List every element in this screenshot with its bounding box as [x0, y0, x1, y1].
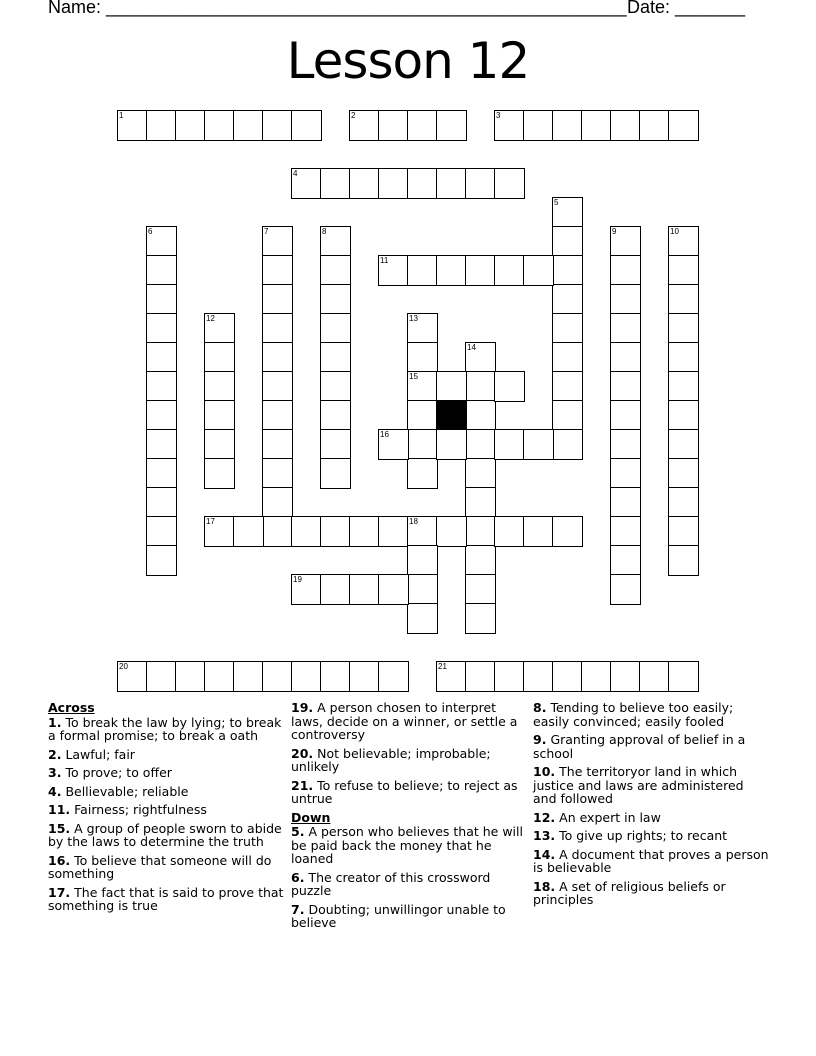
clue-number: 6	[148, 227, 153, 236]
grid-cell[interactable]	[291, 574, 322, 605]
clue-item-text: A document that proves a person is believable	[533, 846, 769, 875]
clue-item-text: To break the law by lying; to break a formal promise; to break a oath	[48, 714, 282, 743]
grid-cell[interactable]	[610, 371, 641, 402]
clue-item	[48, 766, 284, 780]
clue-item-number: 6.	[291, 869, 305, 885]
grid-cell[interactable]	[262, 110, 293, 141]
clue-item-number: 11.	[48, 802, 71, 817]
clue-item	[48, 748, 284, 762]
grid-cell[interactable]	[668, 458, 699, 489]
grid-cell[interactable]	[320, 342, 351, 373]
clue-number: 13	[409, 314, 418, 323]
clue-item	[291, 701, 527, 742]
grid-cell[interactable]	[204, 429, 235, 460]
clue-item-text: Bellievable; reliable	[65, 783, 189, 799]
grid-cell[interactable]	[320, 661, 351, 692]
grid-cell[interactable]	[349, 168, 380, 199]
grid-cell[interactable]	[465, 574, 496, 605]
clue-number: 14	[467, 343, 476, 352]
clue-item	[48, 854, 284, 881]
clue-item	[48, 886, 284, 913]
grid-cell[interactable]	[407, 429, 438, 460]
grid-cell[interactable]	[378, 429, 409, 460]
grid-cell[interactable]	[610, 661, 641, 692]
clue-number: 15	[409, 372, 418, 381]
grid-cell[interactable]	[146, 110, 177, 141]
clue-number: 9	[612, 227, 617, 236]
grid-cell[interactable]	[668, 429, 699, 460]
grid-cell[interactable]	[117, 661, 148, 692]
grid-cell[interactable]	[407, 603, 438, 634]
clues-column-2	[291, 701, 527, 935]
grid-cell[interactable]	[349, 110, 380, 141]
clue-item-text: To prove; to offer	[65, 765, 172, 780]
grid-cell[interactable]	[581, 110, 612, 141]
grid-cell[interactable]	[320, 574, 351, 605]
grid-cell[interactable]	[262, 313, 293, 344]
grid-cell[interactable]	[610, 110, 641, 141]
clue-item-text: The fact that is said to prove that something is true	[48, 884, 284, 913]
clue-number: 18	[409, 517, 418, 526]
grid-cell[interactable]	[668, 284, 699, 315]
grid-cell[interactable]	[407, 400, 438, 431]
grid-cell[interactable]	[378, 574, 409, 605]
clue-number: 20	[119, 662, 128, 671]
grid-cell[interactable]	[552, 284, 583, 315]
grid-cell[interactable]	[349, 516, 380, 547]
grid-cell[interactable]	[552, 400, 583, 431]
clue-item	[48, 785, 284, 799]
grid-cell[interactable]	[146, 516, 177, 547]
grid-cell[interactable]	[494, 516, 525, 547]
clue-number: 17	[206, 517, 215, 526]
date-field-label: Date: _______	[627, 0, 746, 17]
grid-cell[interactable]	[320, 226, 351, 257]
clue-item-text: To give up rights; to recant	[559, 828, 728, 843]
clues-column-1	[48, 701, 284, 918]
grid-cell[interactable]	[610, 313, 641, 344]
grid-cell[interactable]	[436, 516, 467, 547]
grid-cell[interactable]	[552, 516, 583, 547]
grid-cell[interactable]	[262, 400, 293, 431]
grid-cell[interactable]	[204, 661, 235, 692]
grid-cell[interactable]	[552, 429, 583, 460]
grid-cell[interactable]	[204, 313, 235, 344]
clue-item-number: 2.	[48, 746, 62, 762]
clue-item	[533, 765, 769, 806]
grid-cell[interactable]	[552, 313, 583, 344]
clue-item	[291, 779, 527, 806]
clue-item-text: The territoryor land in which justice and laws are administered and followed	[533, 764, 744, 806]
grid-cell[interactable]	[407, 458, 438, 489]
grid-cell[interactable]	[668, 516, 699, 547]
grid-cell[interactable]	[465, 400, 496, 431]
clue-number: 21	[438, 662, 447, 671]
grid-cell[interactable]	[465, 458, 496, 489]
grid-cell[interactable]	[407, 110, 438, 141]
clue-item-text: Fairness; rightfulness	[74, 802, 207, 817]
grid-cell[interactable]	[204, 371, 235, 402]
clue-item-number: 5.	[291, 824, 305, 839]
grid-cell[interactable]	[523, 255, 554, 286]
grid-cell[interactable]	[175, 110, 206, 141]
clue-item-text: Granting approval of belief in a school	[533, 732, 746, 761]
clue-item-text: A group of people sworn to abide by the laws to determine the truth	[48, 820, 282, 849]
clue-number: 16	[380, 430, 389, 439]
grid-cell[interactable]	[610, 574, 641, 605]
grid-cell[interactable]	[668, 545, 699, 576]
grid-cell[interactable]	[407, 516, 438, 547]
grid-cell[interactable]	[320, 255, 351, 286]
clue-item-number: 20.	[291, 745, 314, 761]
grid-cell[interactable]	[349, 574, 380, 605]
clue-number: 2	[351, 111, 356, 120]
clue-number: 1	[119, 111, 124, 120]
across-heading: Across	[48, 700, 95, 715]
clue-item	[291, 871, 527, 898]
clue-item-text: Doubting; unwillingor unable to believe	[291, 901, 506, 930]
grid-cell[interactable]	[262, 458, 293, 489]
grid-cell[interactable]	[668, 313, 699, 344]
clue-item	[533, 701, 769, 728]
clue-number: 12	[206, 314, 215, 323]
grid-cell[interactable]	[320, 371, 351, 402]
clue-item-number: 10.	[533, 764, 556, 779]
grid-cell[interactable]	[175, 661, 206, 692]
grid-cell[interactable]	[465, 371, 496, 402]
grid-cell[interactable]	[407, 313, 438, 344]
clue-item-number: 15.	[48, 820, 71, 836]
clue-number: 19	[293, 575, 302, 584]
grid-cell[interactable]	[291, 110, 322, 141]
grid-cell[interactable]	[494, 371, 525, 402]
grid-cell[interactable]	[320, 429, 351, 460]
down-heading: Down	[291, 809, 331, 825]
grid-cell[interactable]	[117, 110, 148, 141]
grid-cell[interactable]	[146, 284, 177, 315]
grid-cell[interactable]	[610, 487, 641, 518]
clue-item-text: A person chosen to interpret laws, decide on a winner, or settle a controversy	[291, 700, 518, 742]
grid-cell[interactable]	[291, 516, 322, 547]
grid-cell[interactable]	[668, 226, 699, 257]
grid-cell[interactable]	[668, 255, 699, 286]
clue-item-text: A set of religious beliefs or principles	[533, 878, 726, 907]
clue-item	[291, 747, 527, 774]
grid-cell[interactable]	[146, 255, 177, 286]
grid-cell[interactable]	[262, 342, 293, 373]
clue-item-number: 4.	[48, 783, 62, 799]
clue-item	[533, 733, 769, 760]
grid-cell[interactable]	[552, 371, 583, 402]
grid-cell[interactable]	[494, 661, 525, 692]
grid-cell[interactable]	[378, 110, 409, 141]
grid-cell[interactable]	[610, 255, 641, 286]
grid-cell[interactable]	[552, 110, 583, 141]
grid-cell[interactable]	[465, 342, 496, 373]
grid-cell[interactable]	[436, 110, 467, 141]
grid-cell[interactable]	[204, 342, 235, 373]
grid-cell[interactable]	[436, 255, 467, 286]
grid-cell[interactable]	[465, 603, 496, 634]
clue-item-number: 8.	[533, 700, 547, 715]
clue-item-text: Not believable; improbable; unlikely	[291, 745, 491, 774]
grid-cell[interactable]	[407, 342, 438, 373]
clue-number: 5	[554, 198, 559, 207]
clue-item-number: 21.	[291, 777, 314, 793]
grid-cell[interactable]	[581, 661, 612, 692]
grid-cell[interactable]	[204, 516, 235, 547]
clue-item-text: Lawful; fair	[65, 746, 135, 762]
grid-cell[interactable]	[610, 400, 641, 431]
grid-cell[interactable]	[668, 371, 699, 402]
clue-item-number: 19.	[291, 700, 314, 715]
clue-item-number: 1.	[48, 714, 62, 730]
grid-cell[interactable]	[146, 661, 177, 692]
grid-cell[interactable]	[146, 371, 177, 402]
grid-cell[interactable]	[407, 545, 438, 576]
clue-item	[533, 811, 769, 825]
grid-cell[interactable]	[407, 574, 438, 605]
grid-cell[interactable]	[407, 371, 438, 402]
clue-item-text: To believe that someone will do something	[48, 852, 272, 881]
clue-item-number: 13.	[533, 828, 556, 843]
clue-item-number: 14.	[533, 846, 556, 862]
grid-cell[interactable]	[146, 226, 177, 257]
grid-cell[interactable]	[465, 429, 496, 460]
grid-cell[interactable]	[262, 255, 293, 286]
clue-item-number: 17.	[48, 884, 71, 900]
grid-cell[interactable]	[668, 661, 699, 692]
clue-item-number: 3.	[48, 765, 62, 780]
grid-cell[interactable]	[291, 168, 322, 199]
clue-item	[533, 848, 769, 875]
grid-cell[interactable]	[465, 545, 496, 576]
clue-number: 8	[322, 227, 327, 236]
name-field-label: Name: ____________________________________________________	[48, 0, 627, 17]
grid-cell[interactable]	[465, 168, 496, 199]
clue-item	[291, 903, 527, 930]
grid-cell[interactable]	[320, 516, 351, 547]
grid-cell[interactable]	[233, 110, 264, 141]
grid-cell[interactable]	[610, 284, 641, 315]
grid-cell[interactable]	[465, 487, 496, 518]
grid-cell[interactable]	[465, 661, 496, 692]
grid-cell[interactable]	[668, 400, 699, 431]
clue-item-text: The creator of this crossword puzzle	[291, 869, 491, 898]
clue-item	[48, 803, 284, 817]
clue-number: 3	[496, 111, 501, 120]
grid-cell[interactable]	[320, 284, 351, 315]
grid-cell[interactable]	[668, 487, 699, 518]
grid-cell[interactable]	[523, 516, 554, 547]
grid-cell[interactable]	[378, 516, 409, 547]
grid-cell[interactable]	[146, 458, 177, 489]
grid-cell[interactable]	[262, 487, 293, 518]
grid-cell[interactable]	[378, 255, 409, 286]
grid-cell[interactable]	[465, 255, 496, 286]
grid-cell[interactable]	[407, 168, 438, 199]
grid-cell[interactable]	[610, 545, 641, 576]
grid-cell[interactable]	[610, 342, 641, 373]
grid-cell[interactable]	[204, 400, 235, 431]
grid-cell[interactable]	[146, 545, 177, 576]
clue-item	[291, 825, 527, 866]
grid-cell[interactable]	[552, 197, 583, 228]
grid-cell[interactable]	[552, 342, 583, 373]
grid-cell[interactable]	[378, 168, 409, 199]
clue-item-text: Tending to believe too easily; easily convinced; easily fooled	[533, 700, 734, 729]
grid-cell[interactable]	[494, 429, 525, 460]
grid-cell[interactable]	[523, 110, 554, 141]
grid-cell[interactable]	[552, 255, 583, 286]
grid-black-cell	[436, 400, 467, 431]
grid-cell[interactable]	[639, 110, 670, 141]
grid-cell[interactable]	[146, 313, 177, 344]
grid-cell[interactable]	[146, 429, 177, 460]
grid-cell[interactable]	[639, 661, 670, 692]
grid-cell[interactable]	[523, 429, 554, 460]
clue-item-number: 12.	[533, 809, 556, 825]
clue-item-number: 16.	[48, 852, 71, 868]
grid-cell[interactable]	[610, 226, 641, 257]
grid-cell[interactable]	[494, 110, 525, 141]
grid-cell[interactable]	[262, 516, 293, 547]
grid-cell[interactable]	[378, 661, 409, 692]
grid-cell[interactable]	[262, 429, 293, 460]
grid-cell[interactable]	[204, 458, 235, 489]
grid-cell[interactable]	[146, 487, 177, 518]
grid-cell[interactable]	[320, 400, 351, 431]
clue-item-number: 7.	[291, 901, 305, 917]
grid-cell[interactable]	[291, 661, 322, 692]
grid-cell[interactable]	[552, 661, 583, 692]
grid-cell[interactable]	[262, 284, 293, 315]
grid-cell[interactable]	[552, 226, 583, 257]
grid-cell[interactable]	[610, 458, 641, 489]
clue-number: 11	[380, 256, 389, 265]
grid-cell[interactable]	[204, 110, 235, 141]
clue-item-number: 18.	[533, 878, 556, 894]
grid-cell[interactable]	[320, 168, 351, 199]
grid-cell[interactable]	[146, 342, 177, 373]
grid-cell[interactable]	[262, 226, 293, 257]
grid-cell[interactable]	[668, 342, 699, 373]
clue-item-number: 9.	[533, 732, 547, 747]
grid-cell[interactable]	[262, 661, 293, 692]
page-title: Lesson 12	[286, 32, 530, 90]
clue-item	[48, 716, 284, 743]
grid-cell[interactable]	[436, 371, 467, 402]
clues-column-3	[533, 701, 769, 912]
grid-cell[interactable]	[523, 661, 554, 692]
grid-cell[interactable]	[233, 516, 264, 547]
grid-cell[interactable]	[233, 661, 264, 692]
clue-number: 4	[293, 169, 298, 178]
grid-cell[interactable]	[436, 168, 467, 199]
grid-cell[interactable]	[436, 429, 467, 460]
grid-cell[interactable]	[465, 516, 496, 547]
grid-cell[interactable]	[610, 429, 641, 460]
clue-item	[533, 880, 769, 907]
grid-cell[interactable]	[407, 255, 438, 286]
grid-cell[interactable]	[349, 661, 380, 692]
clue-item	[533, 829, 769, 843]
grid-cell[interactable]	[436, 661, 467, 692]
grid-cell[interactable]	[320, 313, 351, 344]
clue-item-text: An expert in law	[559, 809, 661, 825]
clue-item-text: A person who believes that he will be paid back the money that he loaned	[291, 824, 523, 866]
grid-cell[interactable]	[668, 110, 699, 141]
clue-number: 7	[264, 227, 269, 236]
grid-cell[interactable]	[610, 516, 641, 547]
grid-cell[interactable]	[262, 371, 293, 402]
grid-cell[interactable]	[320, 458, 351, 489]
grid-cell[interactable]	[146, 400, 177, 431]
clue-item-text: To refuse to believe; to reject as untrue	[291, 777, 518, 806]
clue-item	[48, 822, 284, 849]
clue-number: 10	[670, 227, 679, 236]
grid-cell[interactable]	[494, 255, 525, 286]
grid-cell[interactable]	[494, 168, 525, 199]
